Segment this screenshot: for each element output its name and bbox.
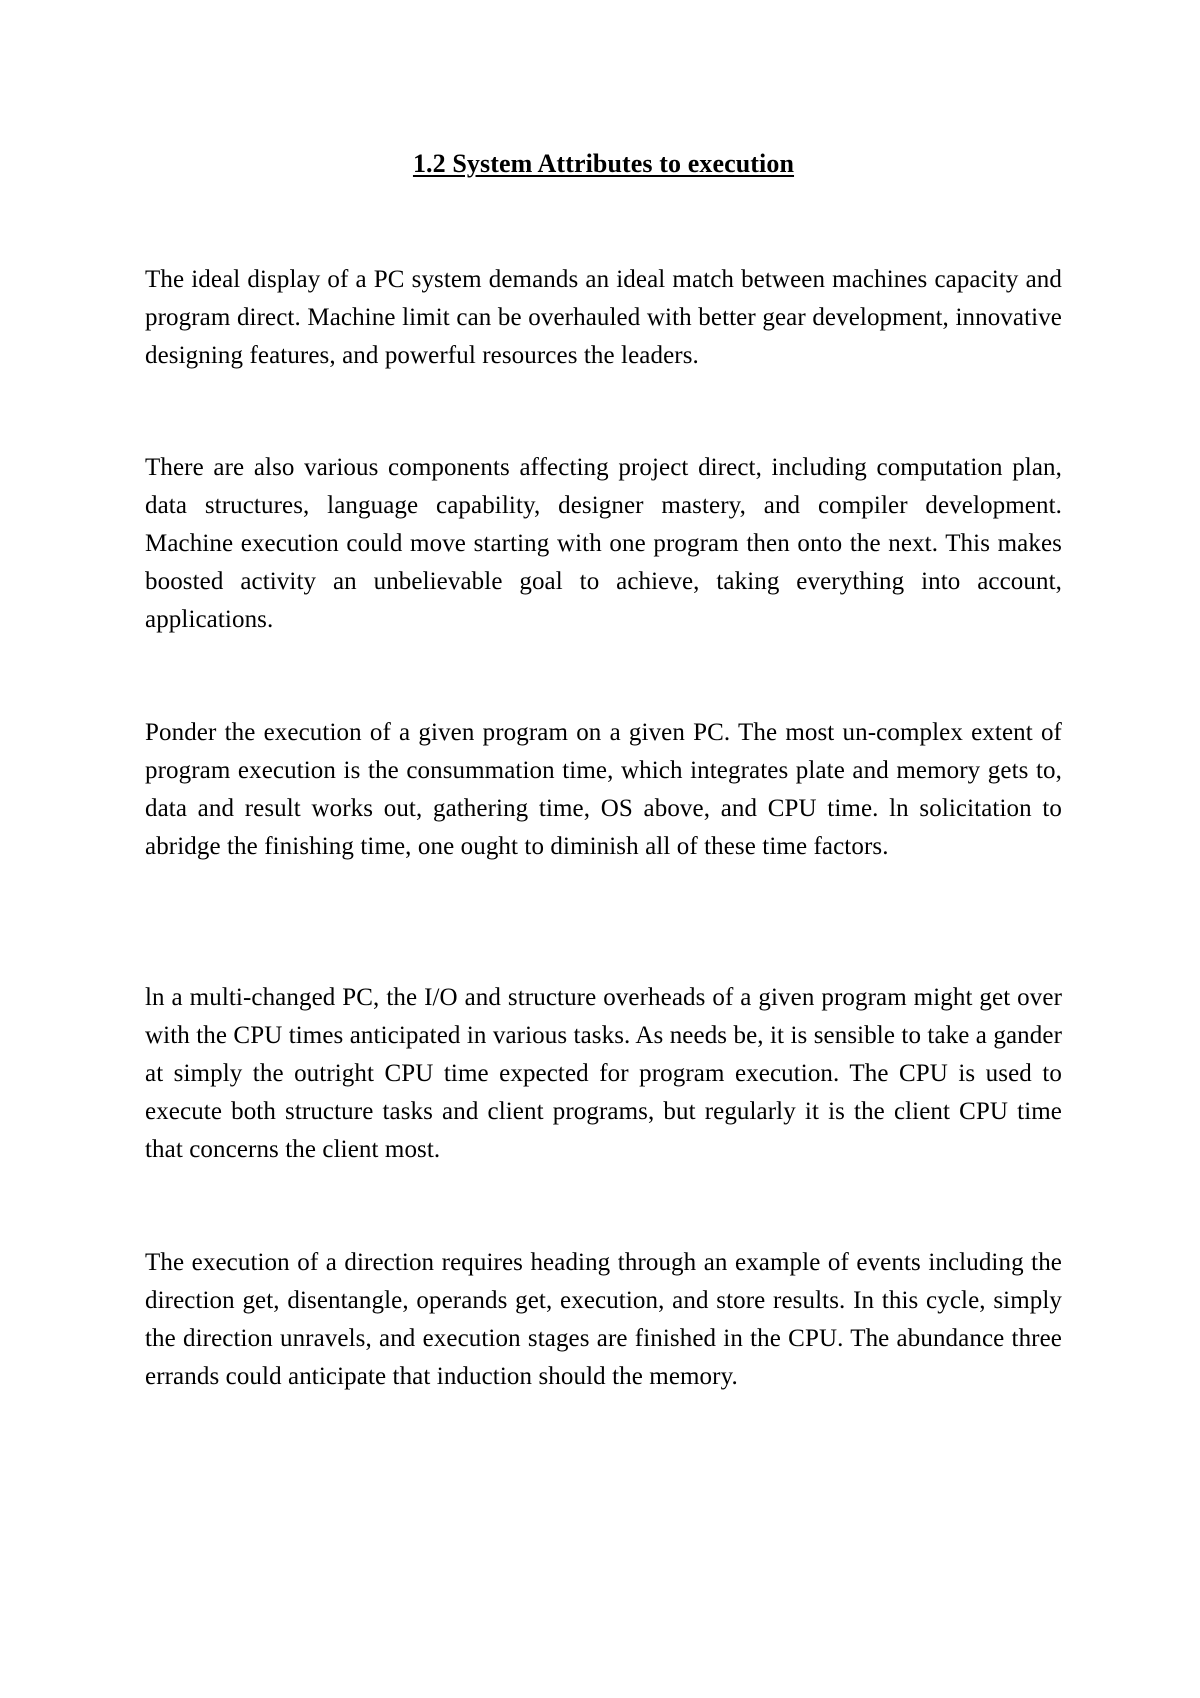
paragraph-4: ln a multi-changed PC, the I/O and structure overheads of a given program might get over with the CPU times anticipated in various tasks. As needs be, it is sensible to take a gander at simply the outright CPU time expected for program execution. The CPU is used to execute both structure tasks and client programs, but regularly it is the client CPU time that concerns the client most.	[145, 984, 1062, 1163]
section-title: 1.2 System Attributes to execution	[412, 149, 795, 178]
paragraph-5: The execution of a direction requires heading through an example of events including the direction get, disentangle, operands get, execution, and store results. In this cycle, simply the direction unravels, and execution stages are finished in the CPU. The abundance three errands could anticipate that induction should the memory.	[145, 1249, 1062, 1390]
paragraph-1: The ideal display of a PC system demands an ideal match between machines capacity and program direct. Machine limit can be overhauled with better gear development, innovative designing features, and powerful resources the leaders.	[145, 266, 1062, 369]
paragraph-2: There are also various components affecting project direct, including computation plan, data structures, language capability, designer mastery, and compiler development. Machine execution could move starting with one program then onto the next. This makes boosted activity an unbelievable goal to achieve, taking everything into account, applications.	[145, 454, 1062, 633]
paragraph-3: Ponder the execution of a given program on a given PC. The most un-complex extent of program execution is the consummation time, which integrates plate and memory gets to, data and result works out, gathering time, OS above, and CPU time. ln solicitation to abridge the finishing time, one ought to diminish all of these time factors.	[145, 719, 1062, 860]
